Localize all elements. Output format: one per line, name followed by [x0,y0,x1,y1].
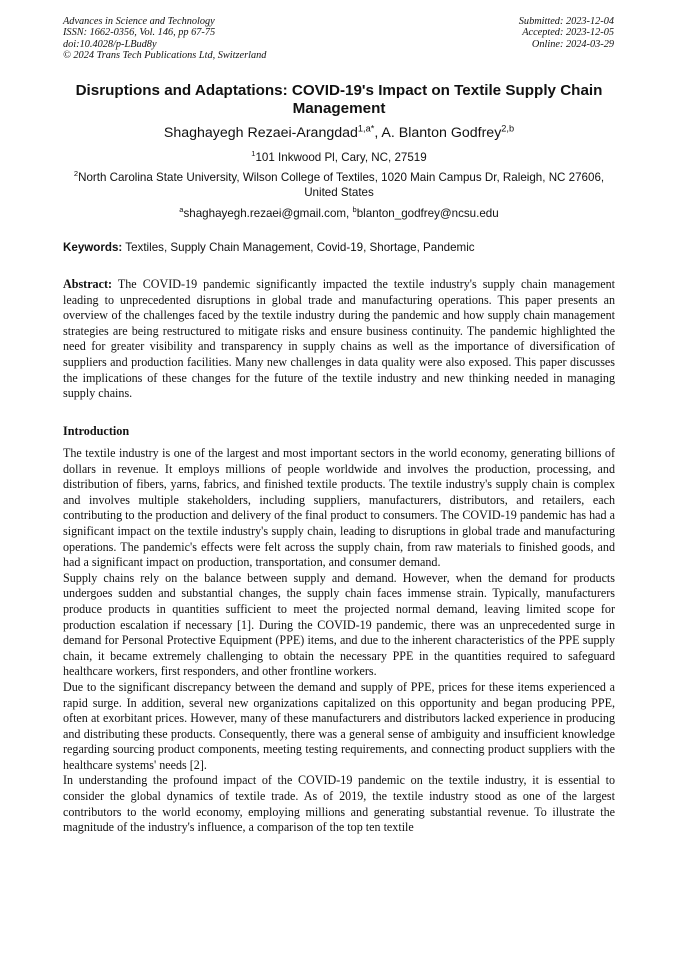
email-link[interactable]: blanton_godfrey@ncsu.edu [356,207,499,220]
author-name: Shaghayegh Rezaei-Arangdad [163,125,358,141]
affiliation-2 [63,170,615,200]
keywords [63,241,615,255]
paper-title: Disruptions and Adaptations: COVID-19's Impact on Textile Supply Chain Management [75,82,603,117]
abstract-label: Abstract: [63,277,113,291]
author-emails [63,206,615,221]
affiliation-text: North Carolina State University, Wilson College of Textiles, 1020 Main Campus Dr, Raleigh, NC 27606, United States [78,171,605,199]
affiliation-text: 101 Inkwood Pl, Cary, NC, 27519 [255,151,427,164]
copyright-line: © 2024 Trans Tech Publications Ltd, Switzerland [63,50,267,62]
accepted-date: Accepted: 2023-12-05 [522,27,614,39]
email-link[interactable]: shaghayegh.rezaei@gmail.com, [183,207,350,220]
author-affiliation-marker: 1,a* [357,123,375,134]
doi-line[interactable]: doi:10.4028/p-LBud8y [63,38,157,50]
affiliation-marker: 1 [251,149,256,159]
author-affiliation-marker: 2,b [501,123,515,134]
journal-header-right [519,16,614,50]
section-heading: Introduction [63,424,130,438]
issn-line: ISSN: 1662-0356, Vol. 146, pp 67-75 [63,27,216,39]
journal-name: Advances in Science and Technology [63,16,215,27]
author-line: Shaghayegh Rezaei-Arangdad$^{1,a*}$, A. Blanton Godfrey$^{2,b}$ [163,123,515,141]
author-name: A. Blanton Godfrey [381,125,502,141]
email-marker: a [179,205,184,215]
paragraph: In understanding the profound impact of the COVID-19 pandemic on the textile industry, it is essential to consider the global dynamics of textile trade. As of 2019, the textile industry stood as one of the largest contributors to the world economy, employing millions and generating substantial revenue. To illustrate the magnitude of the industry's influence, a comparison of the top ten textile [63,773,615,835]
keywords-label: Keywords: [63,241,123,254]
affiliation-1 [63,150,615,165]
submitted-date: Submitted: 2023-12-04 [518,16,614,27]
keywords-text: Textiles, Supply Chain Management, Covid-19, Shortage, Pandemic [125,241,475,254]
abstract [63,277,615,402]
affiliation-marker: 2 [73,169,79,179]
journal-header-left [63,16,266,62]
paragraph: Due to the significant discrepancy between the demand and supply of PPE, prices for these items experienced a rapid surge. In addition, several new organizations capitalized on this opportunity and began producing PPE, often at exorbitant prices. However, many of these manufacturers and distributors lacked experience in producing and distributing these products. Consequently, there was a general sense of ambiguity and insufficient knowledge regarding sourcing product components, meeting testing requirements, and connecting product suppliers with the healthcare systems' needs [2]. [63,679,615,772]
online-date: Online: 2024-03-29 [531,38,614,50]
email-marker: b [352,205,357,215]
introduction-body [63,446,615,836]
paragraph: Supply chains rely on the balance between supply and demand. However, when the demand for products undergoes sudden and substantial changes, the supply chain faces immense strain. Typically, manufacturers produce products in quantities sufficient to meet the projected normal demand, leaving limited scope for production escalation if necessary [1]. During the COVID-19 pandemic, there was an unprecedented surge in demand for Personal Protective Equipment (PPE) items, and due to the inherent characteristics of the PPE supply chain, it became extremely challenging to obtain the necessary PPE in the quantities required to safeguard healthcare workers, first responders, and other frontline workers. [63,570,615,679]
abstract-text: The COVID-19 pandemic significantly impacted the textile industry's supply chain management leading to unprecedented disruptions in global trade and manufacturing operations. This paper presents an overview of the challenges faced by the textile industry during the pandemic and how supply chain management strategies are being restructured to mitigate risks and ensure business continuity. The pandemic highlighted the need for greater visibility and transparency in supply chains as well as the importance of diversification of suppliers and production facilities. Many new challenges in data quality were also exposed. This paper discusses the implications of these changes for the future of the textile industry and new thinking needed in managing supply chains. [63,277,615,401]
paragraph: The textile industry is one of the largest and most important sectors in the world economy, generating billions of dollars in revenue. It employs millions of people worldwide and involves the production, processing, and distribution of fibers, yarns, fabrics, and finished textile products. The textile industry's supply chain is complex and involves multiple stakeholders, including suppliers, manufacturers, distributors, and retailers, each contributing to the production and delivery of the final product to consumers. The COVID-19 pandemic has had a significant impact on the textile industry's supply chain, leading to disruptions in global trade and manufacturing operations. The pandemic's effects were felt across the supply chain, from raw materials to finished goods, and had a significant impact on production, transportation, and consumer demand. [63,446,615,570]
